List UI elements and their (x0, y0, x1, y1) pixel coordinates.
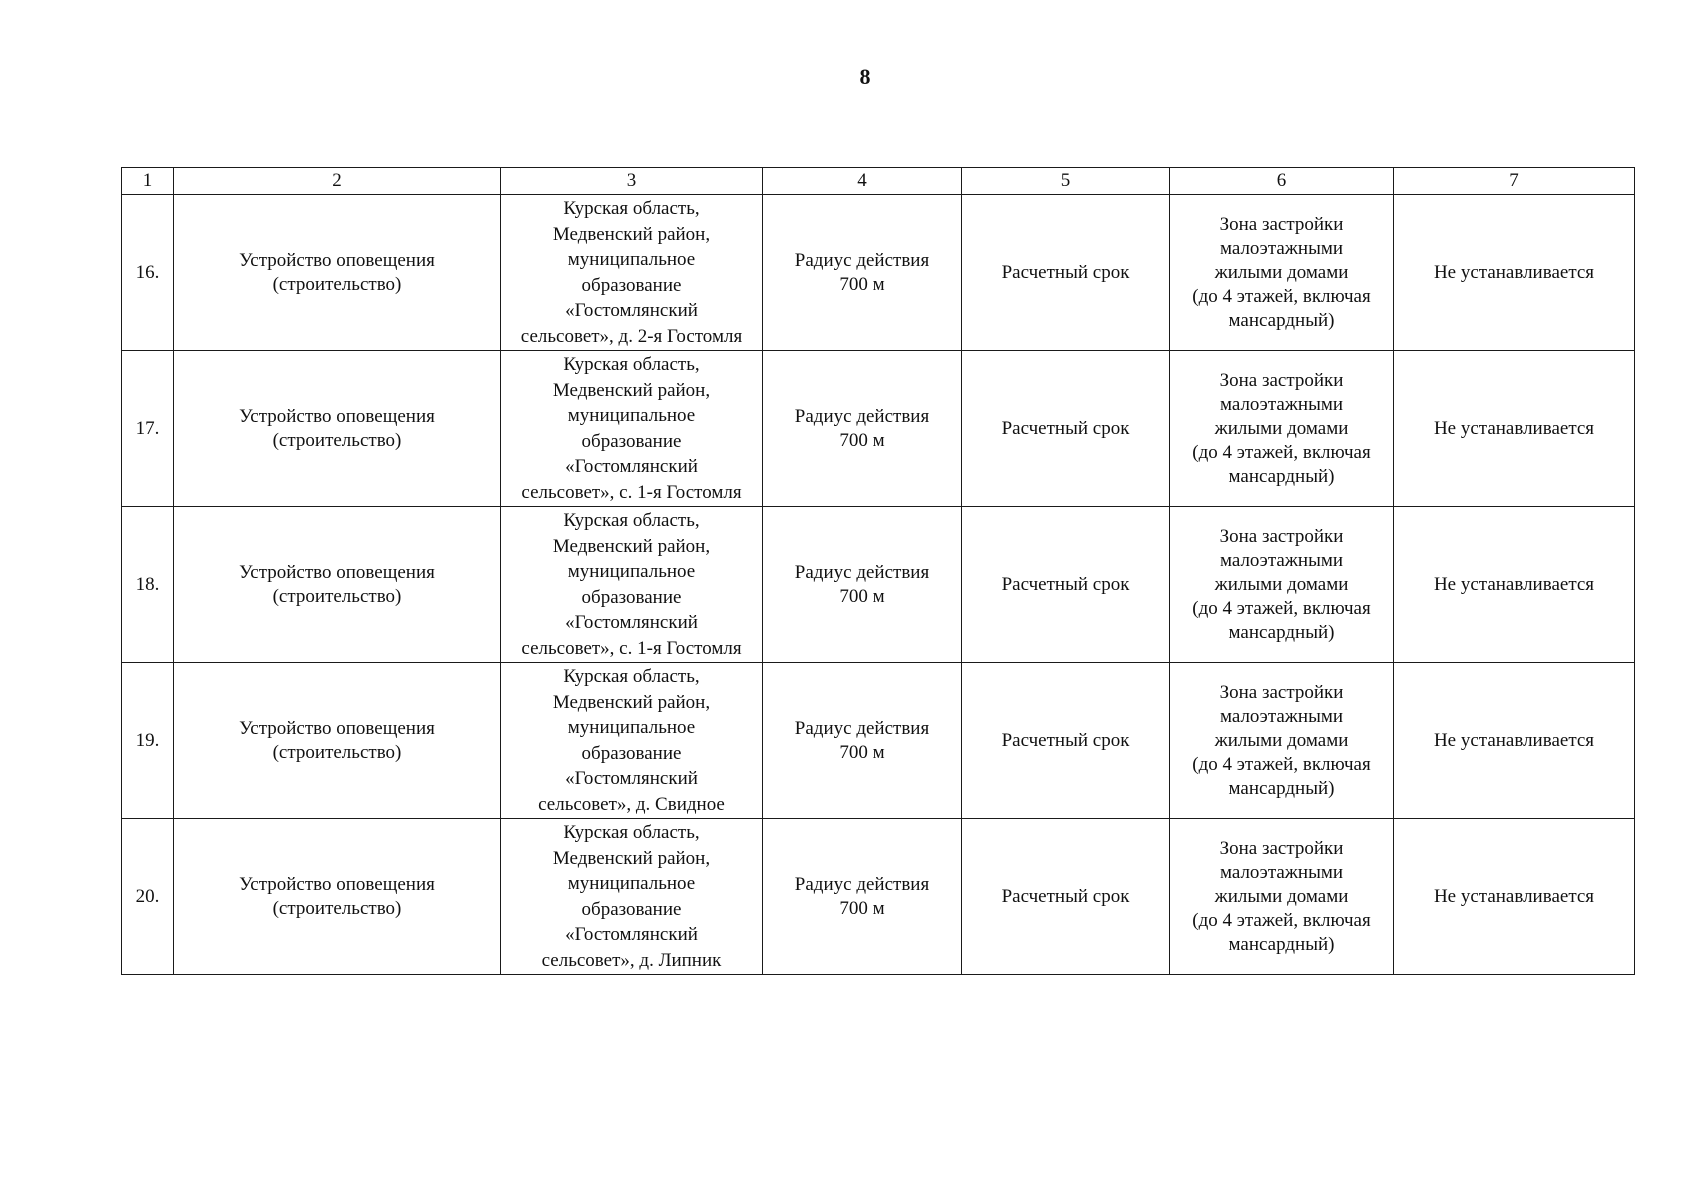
location-line: «Гостомлянский (565, 768, 698, 789)
location-line: «Гостомлянский (565, 300, 698, 321)
functional-zone-line: (до 4 этажей, включая (1192, 909, 1371, 931)
action-radius-line: 700 м (839, 741, 885, 763)
object-name-line: (строительство) (272, 897, 402, 919)
location-line: муниципальное (567, 717, 696, 738)
location-line: сельсовет», с. 1-я Гостомля (521, 481, 742, 503)
page-number: 8 (859, 64, 871, 89)
functional-zone-line: малоэтажными (1219, 549, 1344, 571)
restriction-zone: Не устанавливается (1394, 351, 1635, 507)
location-line: Курская область, (563, 198, 700, 219)
action-radius-line: 700 м (839, 429, 885, 451)
location-line: муниципальное (567, 561, 696, 582)
action-radius-line: Радиус действия (794, 873, 930, 895)
functional-zone-line: (до 4 этажей, включая (1192, 285, 1371, 307)
object-name (174, 351, 501, 507)
location (501, 351, 763, 507)
functional-zone-line: мансардный) (1228, 777, 1335, 799)
row-number: 16. (122, 195, 174, 351)
table-row (122, 819, 1635, 975)
location-line: Курская область, (563, 666, 700, 687)
object-name-line: Устройство оповещения (239, 561, 435, 583)
restriction-zone: Не устанавливается (1394, 195, 1635, 351)
location-line: образование (581, 898, 682, 920)
action-radius-line: Радиус действия (794, 249, 930, 271)
functional-zone-line: мансардный) (1228, 933, 1335, 955)
functional-zone (1170, 507, 1394, 663)
object-name-line: (строительство) (272, 429, 402, 451)
object-name (174, 195, 501, 351)
functional-zone (1170, 663, 1394, 819)
column-header: 2 (174, 168, 501, 195)
location-line: «Гостомлянский (565, 924, 698, 945)
implementation-term: Расчетный срок (962, 663, 1170, 819)
functional-zone-line: (до 4 этажей, включая (1192, 753, 1371, 775)
functional-zone (1170, 351, 1394, 507)
location-line: образование (581, 742, 682, 764)
row-number: 18. (122, 507, 174, 663)
implementation-term: Расчетный срок (962, 819, 1170, 975)
restriction-zone: Не устанавливается (1394, 663, 1635, 819)
location-line: образование (581, 274, 682, 296)
row-number: 19. (122, 663, 174, 819)
column-header: 5 (962, 168, 1170, 195)
functional-zone (1170, 819, 1394, 975)
location-line: Курская область, (563, 510, 700, 531)
functional-zone-line: жилыми домами (1214, 885, 1349, 907)
location-line: Медвенский район, (552, 379, 711, 401)
location (501, 195, 763, 351)
location-line: сельсовет», д. 2-я Гостомля (520, 325, 743, 347)
location-line: Курская область, (563, 822, 700, 843)
action-radius-line: Радиус действия (794, 717, 930, 739)
functional-zone-line: жилыми домами (1214, 729, 1349, 751)
location-line: образование (581, 430, 682, 452)
functional-zone-line: Зона застройки (1219, 213, 1344, 235)
action-radius (763, 819, 962, 975)
functional-zone-line: мансардный) (1228, 465, 1335, 487)
location-line: сельсовет», д. Свидное (538, 793, 725, 815)
location (501, 507, 763, 663)
functional-zone-line: мансардный) (1228, 621, 1335, 643)
table-row (122, 507, 1635, 663)
object-name (174, 663, 501, 819)
header-row (122, 168, 1635, 195)
row-number: 17. (122, 351, 174, 507)
functional-zone-line: малоэтажными (1219, 237, 1344, 259)
location-line: образование (581, 586, 682, 608)
location-line: муниципальное (567, 873, 696, 894)
action-radius-line: 700 м (839, 897, 885, 919)
object-name-line: Устройство оповещения (239, 717, 435, 739)
object-name-line: (строительство) (272, 585, 402, 607)
action-radius-line: Радиус действия (794, 405, 930, 427)
location (501, 663, 763, 819)
restriction-zone: Не устанавливается (1394, 819, 1635, 975)
object-name (174, 819, 501, 975)
object-name-line: Устройство оповещения (239, 873, 435, 895)
location-line: «Гостомлянский (565, 456, 698, 477)
column-header: 3 (501, 168, 763, 195)
object-name-line: (строительство) (272, 741, 402, 763)
object-name (174, 507, 501, 663)
location-line: муниципальное (567, 405, 696, 426)
action-radius-line: Радиус действия (794, 561, 930, 583)
functional-zone-line: малоэтажными (1219, 861, 1344, 883)
location-line: Курская область, (563, 354, 700, 375)
column-header: 7 (1394, 168, 1635, 195)
object-name-line: (строительство) (272, 273, 402, 295)
location-line: Медвенский район, (552, 847, 711, 869)
table-row (122, 663, 1635, 819)
object-name-line: Устройство оповещения (239, 405, 435, 427)
functional-zone-line: жилыми домами (1214, 417, 1349, 439)
functional-zone-line: малоэтажными (1219, 393, 1344, 415)
functional-zone-line: (до 4 этажей, включая (1192, 441, 1371, 463)
action-radius-line: 700 м (839, 585, 885, 607)
restriction-zone: Не устанавливается (1394, 507, 1635, 663)
functional-zone-line: Зона застройки (1219, 525, 1344, 547)
functional-zone-line: жилыми домами (1214, 573, 1349, 595)
functional-zone-line: Зона застройки (1219, 369, 1344, 391)
location-line: Медвенский район, (552, 691, 711, 713)
functional-zone-line: малоэтажными (1219, 705, 1344, 727)
location-line: муниципальное (567, 249, 696, 270)
column-header: 6 (1170, 168, 1394, 195)
location-line: Медвенский район, (552, 535, 711, 557)
action-radius (763, 507, 962, 663)
action-radius (763, 351, 962, 507)
object-name-line: Устройство оповещения (239, 249, 435, 271)
action-radius (763, 663, 962, 819)
table-row (122, 351, 1635, 507)
location (501, 819, 763, 975)
implementation-term: Расчетный срок (962, 507, 1170, 663)
column-header: 1 (122, 168, 174, 195)
functional-zone-line: мансардный) (1228, 309, 1335, 331)
action-radius (763, 195, 962, 351)
functional-zone (1170, 195, 1394, 351)
column-header: 4 (763, 168, 962, 195)
measures-table (121, 167, 1635, 975)
implementation-term: Расчетный срок (962, 195, 1170, 351)
location-line: «Гостомлянский (565, 612, 698, 633)
location-line: сельсовет», с. 1-я Гостомля (521, 637, 742, 659)
location-line: сельсовет», д. Липник (541, 949, 722, 971)
functional-zone-line: (до 4 этажей, включая (1192, 597, 1371, 619)
functional-zone-line: Зона застройки (1219, 837, 1344, 859)
implementation-term: Расчетный срок (962, 351, 1170, 507)
functional-zone-line: жилыми домами (1214, 261, 1349, 283)
table-row (122, 195, 1635, 351)
location-line: Медвенский район, (552, 223, 711, 245)
row-number: 20. (122, 819, 174, 975)
action-radius-line: 700 м (839, 273, 885, 295)
functional-zone-line: Зона застройки (1219, 681, 1344, 703)
